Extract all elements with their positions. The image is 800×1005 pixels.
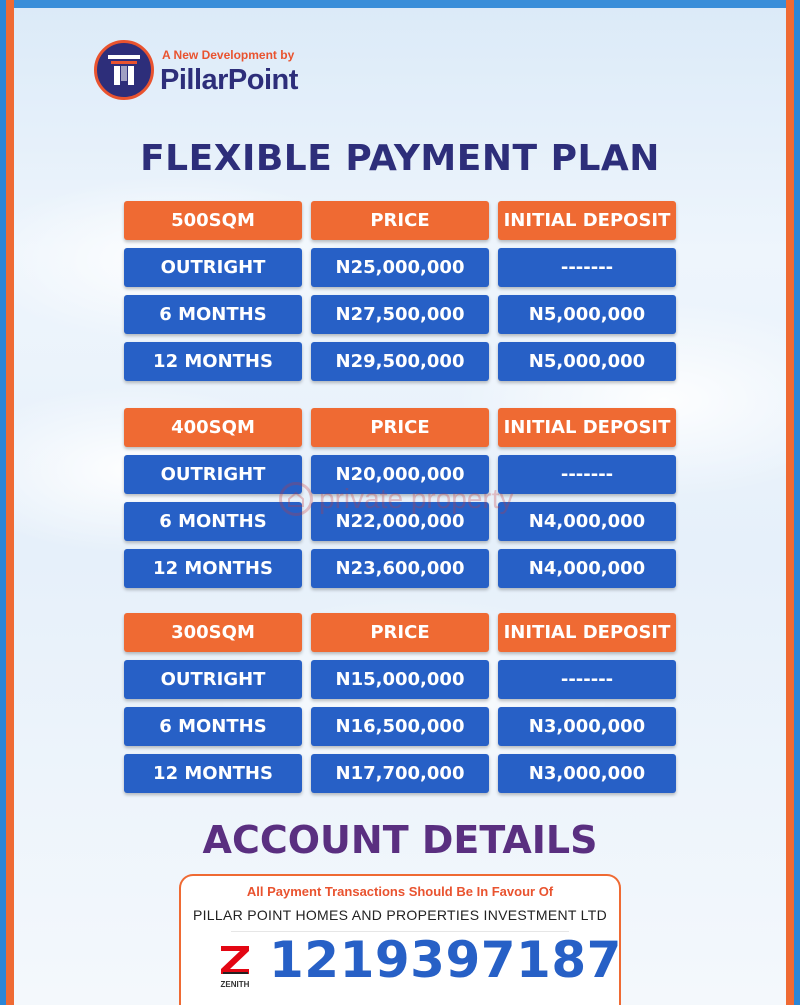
plan-row-term: 6 MONTHS — [124, 295, 302, 334]
plan-row-term: OUTRIGHT — [124, 660, 302, 699]
plan-row-term: 12 MONTHS — [124, 549, 302, 588]
plan-row-price: N15,000,000 — [311, 660, 489, 699]
plan-header-size: 500SQM — [124, 201, 302, 240]
logo-tagline: A New Development by — [162, 48, 295, 62]
plan-row-price: N20,000,000 — [311, 455, 489, 494]
left-accent-stripe — [0, 0, 6, 1005]
bank-logo — [211, 942, 259, 996]
plan-row-deposit: N4,000,000 — [498, 549, 676, 588]
plan-row-price: N17,700,000 — [311, 754, 489, 793]
plan-row-deposit: N5,000,000 — [498, 342, 676, 381]
plan-header-price: PRICE — [311, 613, 489, 652]
plan-row-term: 6 MONTHS — [124, 707, 302, 746]
logo-brand-name: PillarPoint — [160, 64, 298, 96]
payment-plan-title: FLEXIBLE PAYMENT PLAN — [140, 138, 660, 179]
plan-header-deposit: INITIAL DEPOSIT — [498, 201, 676, 240]
plan-row-price: N25,000,000 — [311, 248, 489, 287]
plan-header-size: 400SQM — [124, 408, 302, 447]
plan-row-deposit: ------- — [498, 660, 676, 699]
top-accent-bar — [14, 0, 786, 8]
plan-row-price: N23,600,000 — [311, 549, 489, 588]
plan-row-price: N27,500,000 — [311, 295, 489, 334]
account-number: 1219397187 — [269, 931, 622, 989]
plan-row-deposit: N4,000,000 — [498, 502, 676, 541]
account-details-box — [179, 874, 621, 1005]
plan-row-price: N22,000,000 — [311, 502, 489, 541]
bank-name: ZENITH — [220, 980, 250, 989]
plan-row-term: 12 MONTHS — [124, 754, 302, 793]
plan-row-deposit: N3,000,000 — [498, 707, 676, 746]
pillar-logo-icon — [94, 40, 154, 100]
watermark — [279, 478, 539, 520]
right-accent-stripe — [794, 0, 800, 1005]
plan-header-size: 300SQM — [124, 613, 302, 652]
house-search-icon — [279, 482, 313, 516]
plan-header-deposit: INITIAL DEPOSIT — [498, 408, 676, 447]
plan-row-deposit: ------- — [498, 248, 676, 287]
plan-row-deposit: ------- — [498, 455, 676, 494]
zenith-z-icon — [217, 942, 253, 978]
plan-row-term: OUTRIGHT — [124, 248, 302, 287]
plan-header-price: PRICE — [311, 408, 489, 447]
flyer-panel — [14, 0, 786, 1005]
account-name: PILLAR POINT HOMES AND PROPERTIES INVESTMENT LTD — [192, 907, 607, 923]
plan-row-term: 6 MONTHS — [124, 502, 302, 541]
plan-row-price: N16,500,000 — [311, 707, 489, 746]
plan-row-deposit: N5,000,000 — [498, 295, 676, 334]
plan-header-deposit: INITIAL DEPOSIT — [498, 613, 676, 652]
plan-row-term: 12 MONTHS — [124, 342, 302, 381]
plan-row-term: OUTRIGHT — [124, 455, 302, 494]
account-details-title: ACCOUNT DETAILS — [202, 818, 598, 862]
watermark-text: private property — [319, 483, 514, 514]
payment-note: All Payment Transactions Should Be In Favour Of — [246, 884, 554, 899]
plan-header-price: PRICE — [311, 201, 489, 240]
plan-row-price: N29,500,000 — [311, 342, 489, 381]
plan-row-deposit: N3,000,000 — [498, 754, 676, 793]
